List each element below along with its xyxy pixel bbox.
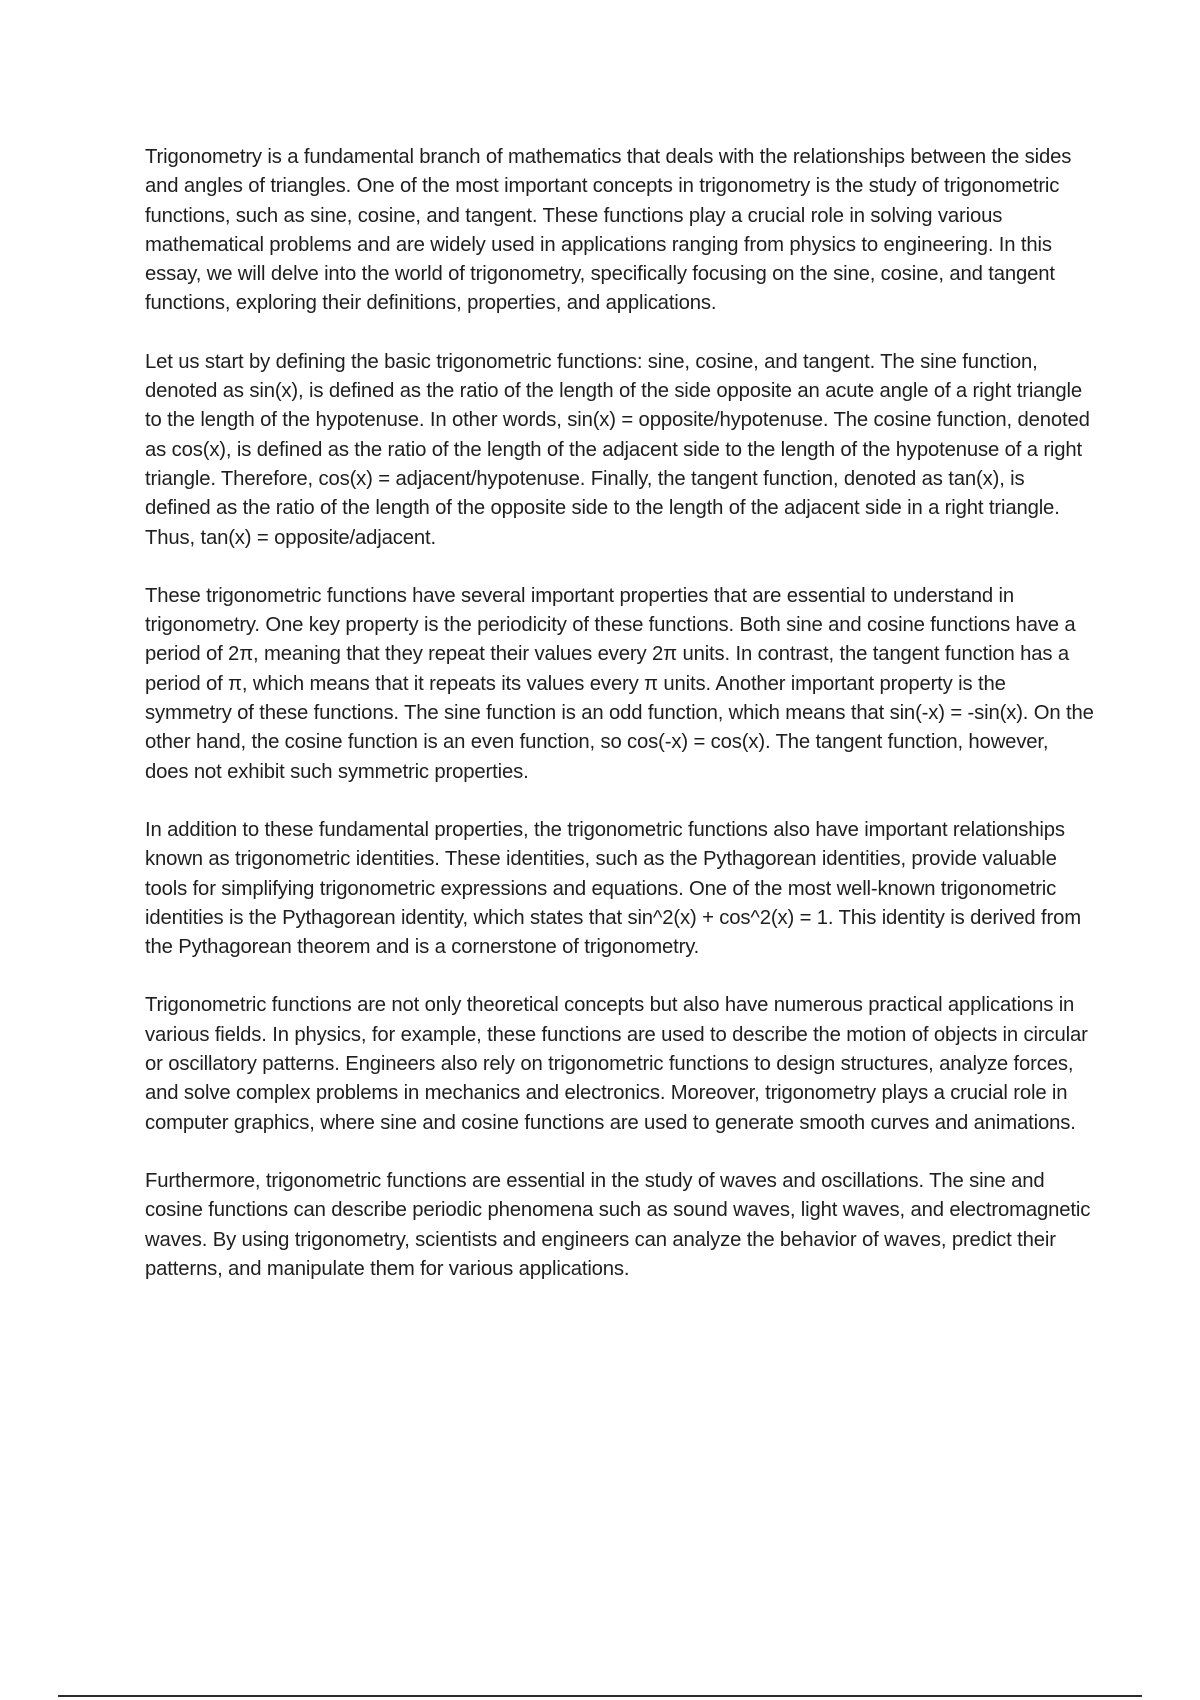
paragraph-identities: In addition to these fundamental properties, the trigonometric functions also have important relationships known as trigonometric identities. These identities, such as the Pythagorean identities, provide valuable tools for simplifying trigonometric expressions and equations. One of the most well-known trigonometric identities is the Pythagorean identity, which states that sin^2(x) + cos^2(x) = 1. This identity is derived from the Pythagorean theorem and is a cornerstone of trigonometry. [145, 818, 1081, 959]
paragraph-waves: Furthermore, trigonometric functions are essential in the study of waves and oscillations. The sine and cosine functions can describe periodic phenomena such as sound waves, light waves, and electromagnetic waves. By using trigonometry, scientists and engineers can analyze the behavior of waves, predict their patterns, and manipulate them for various applications. [145, 1169, 1091, 1280]
document-body [145, 143, 1095, 1313]
paragraph-intro: Trigonometry is a fundamental branch of mathematics that deals with the relationships between the sides and angles of triangles. One of the most important concepts in trigonometry is the study of trigonometric functions, such as sine, cosine, and tangent. These functions play a crucial role in solving various mathematical problems and are widely used in applications ranging from physics to engineering. In this essay, we will delve into the world of trigonometry, specifically focusing on the sine, cosine, and tangent functions, exploring their definitions, properties, and applications. [145, 146, 1072, 315]
page-bottom-rule [58, 1695, 1142, 1697]
paragraph-properties: These trigonometric functions have several important properties that are essential to understand in trigonometry. One key property is the periodicity of these functions. Both sine and cosine functions have a period of 2π, meaning that they repeat their values every 2π units. In contrast, the tangent function has a period of π, which means that it repeats its values every π units. Another important property is the symmetry of these functions. The sine function is an odd function, which means that sin(-x) = -sin(x). On the other hand, the cosine function is an even function, so cos(-x) = cos(x). The tangent function, however, does not exhibit such symmetric properties. [145, 584, 1094, 783]
paragraph-applications: Trigonometric functions are not only theoretical concepts but also have numerous practical applications in various fields. In physics, for example, these functions are used to describe the motion of objects in circular or oscillatory patterns. Engineers also rely on trigonometric functions to design structures, analyze forces, and solve complex problems in mechanics and electronics. Moreover, trigonometry plays a crucial role in computer graphics, where sine and cosine functions are used to generate smooth curves and animations. [145, 994, 1088, 1134]
paragraph-definitions: Let us start by defining the basic trigonometric functions: sine, cosine, and tangent. The sine function, denoted as sin(x), is defined as the ratio of the length of the side opposite an acute angle of a right triangle to the length of the hypotenuse. In other words, sin(x) = opposite/hypotenuse. The cosine function, denoted as cos(x), is defined as the ratio of the length of the adjacent side to the length of the hypotenuse of a right triangle. Therefore, cos(x) = adjacent/hypotenuse. Finally, the tangent function, denoted as tan(x), is defined as the ratio of the length of the opposite side to the length of the adjacent side in a right triangle. Thus, tan(x) = opposite/adjacent. [145, 350, 1090, 549]
